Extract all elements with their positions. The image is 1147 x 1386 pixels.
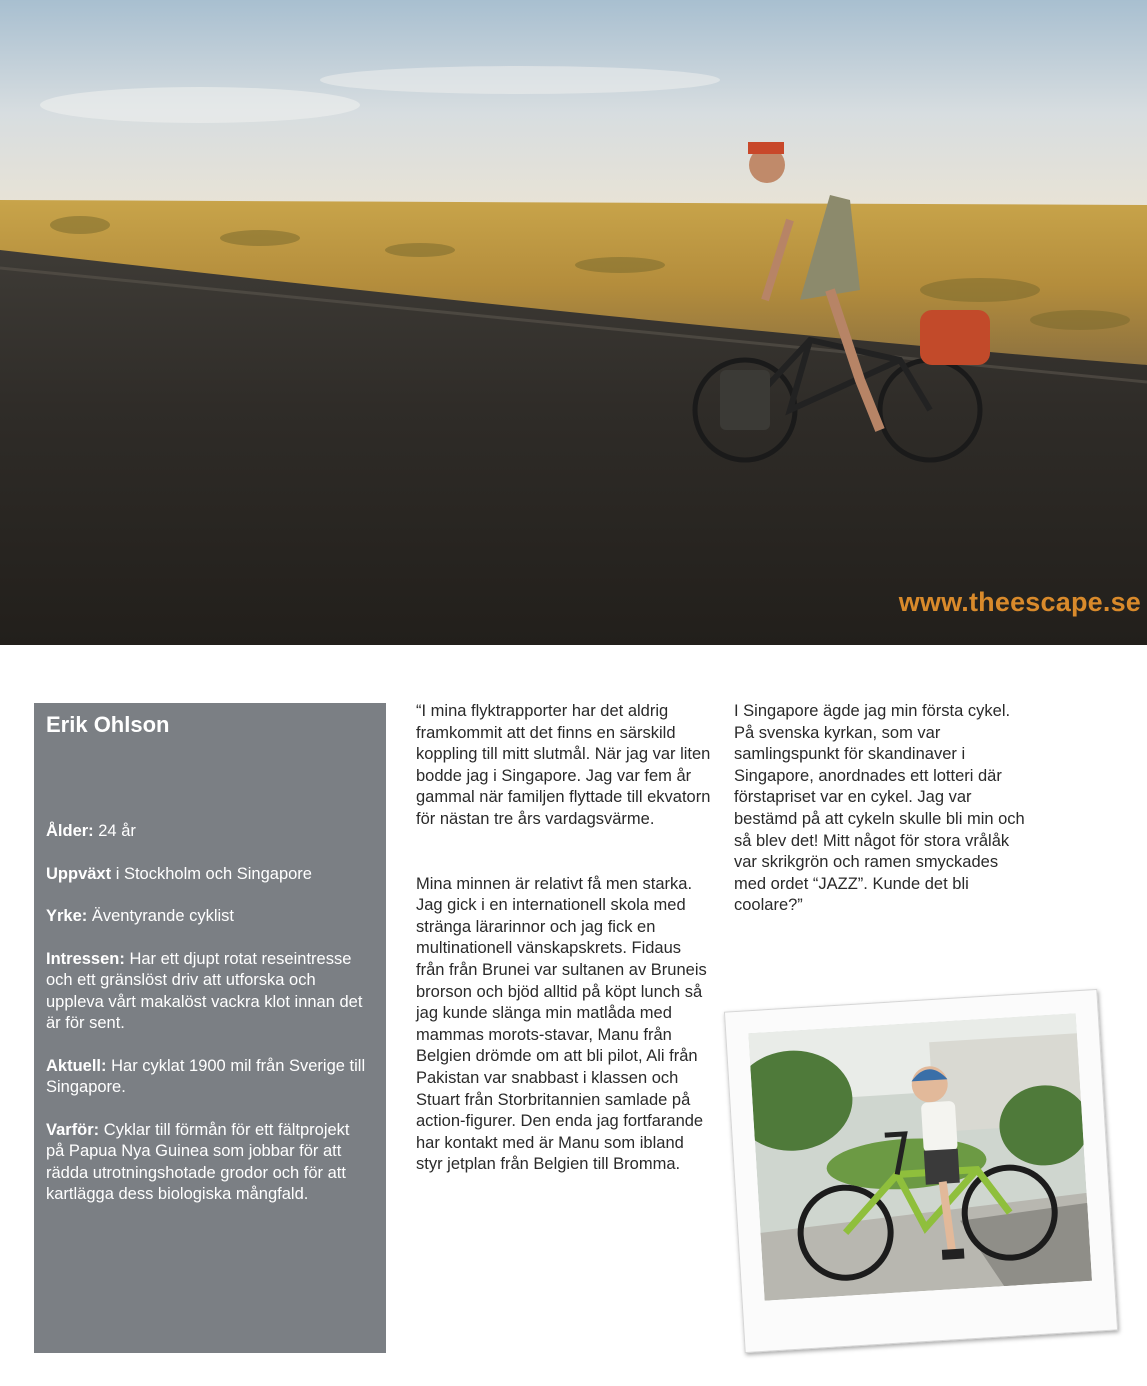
hero-photo: [0, 0, 1147, 645]
fact-upbringing: Uppväxt i Stockholm och Singapore: [46, 864, 312, 883]
article-paragraph: Mina minnen är relativt få men starka. Jag gick i en internationell skola med stränga lärarinnor och jag fick en multinationell vänskapskrets. Fidaus från från Brunei var sultanen av Bruneis brorson och bjöd alltid på köpt lunch så jag kunde slänga min matlåda med mammas morots-stavar, Manu från Belgien drömde om att bli pilot, Ali från Pakistan var snabbast i klassen och Stuart från Storbritannien samlade på action-figurer. Den enda jag fortfarande har kontakt med är Manu som ibland styr jetplan från Belgien till Bromma.: [416, 874, 707, 1174]
child-with-bike-photo: [748, 1013, 1092, 1301]
article-paragraph: “I mina flyktrapporter har det aldrig framkommit att det finns en särskild koppling till mitt slutmål. När jag var liten bodde jag i Singapore. Jag var fem år gammal när familjen flyttade till ekvatorn för nästan tre års vardagsvärme.: [416, 702, 711, 828]
fact-current: Aktuell: Har cyklat 1900 mil från Sverige till Singapore.: [46, 1056, 366, 1096]
fact-why: Varför: Cyklar till förmån för ett fältprojekt på Papua Nya Guinea som jobbar för att rädda utrotningshotade grodor och för att kartlägga dess biologiska mångfald.: [46, 1120, 350, 1203]
article-column-2: [734, 701, 1034, 917]
article-column-1: [416, 701, 714, 1176]
fact-occupation: Yrke: Äventyrande cyklist: [46, 907, 235, 925]
fact-age: Ålder: 24 år: [46, 822, 136, 840]
fact-interests: Intressen: Har ett djupt rotat reseintresse och ett gränslöst driv att utforska och uppleva vårt makalöst vackra klot innan det är för sent.: [46, 949, 363, 1032]
profile-name: Erik Ohlson: [46, 712, 170, 737]
profile-box: [34, 703, 386, 1353]
profile-facts: [46, 821, 371, 1227]
article-paragraph: I Singapore ägde jag min första cykel. På svenska kyrkan, som var samlingspunkt för skandinaver i Singapore, anordnades ett lotteri där förstapriset var en cykel. Jag var bestämd på att cykeln skulle bli min och så blev det! Mitt något för stora vrålåk var skrikgrön och ramen smyckades med ordet “JAZZ”. Kunde det bli coolare?”: [734, 702, 1025, 915]
cyclist-desert-road-photo: [0, 0, 1147, 645]
polaroid-photo-frame: [724, 989, 1118, 1353]
website-url: www.theescape.se: [898, 587, 1141, 617]
